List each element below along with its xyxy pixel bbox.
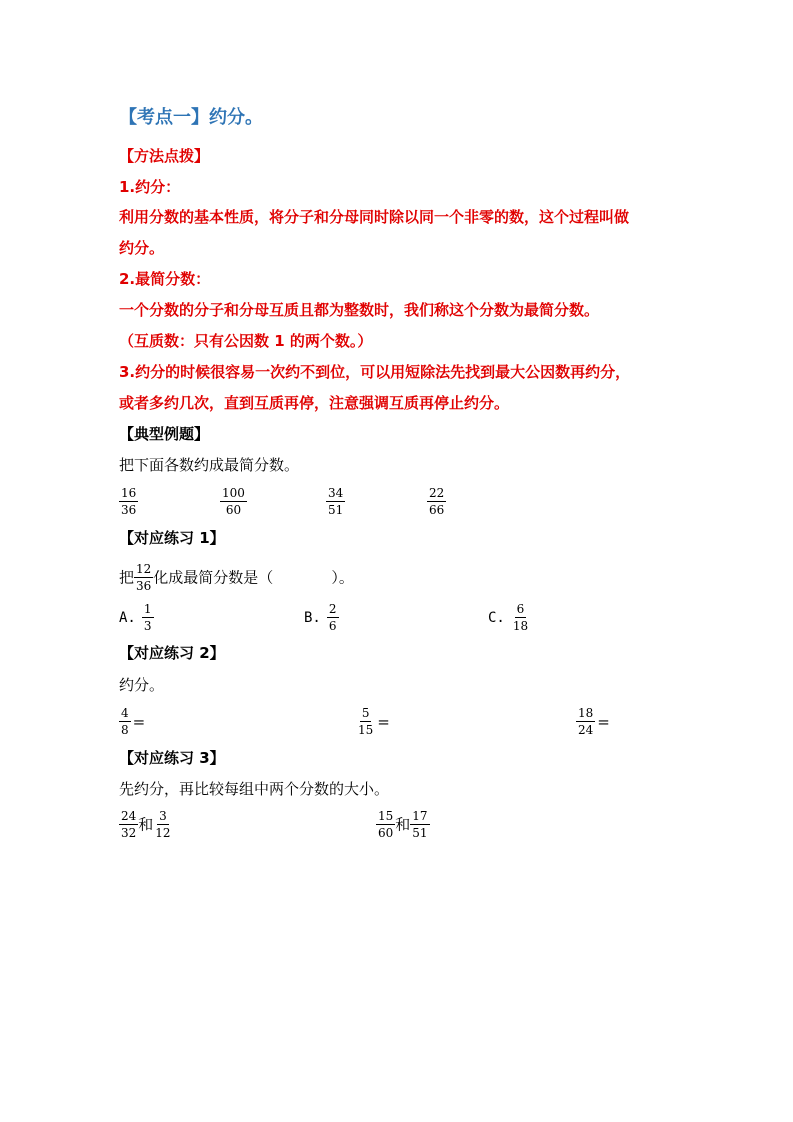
example-prompt: 把下面各数约成最简分数。: [119, 456, 300, 474]
option-c[interactable]: C. $\frac{6}{18}$: [488, 602, 529, 633]
method-point-3-text: 3.约分的时候很容易一次约不到位，可以用短除法先找到最大公因数再约分，: [119, 363, 631, 381]
practice-2-item: $\frac{4}{8}$ =: [121, 706, 146, 737]
method-point-1-text-cont: 约分。: [119, 239, 165, 257]
method-point-2-heading: 2.最简分数：: [119, 270, 211, 288]
section-title: 【考点一】约分。: [119, 107, 263, 128]
example-fraction: $\frac{100}{60}$: [222, 486, 245, 517]
example-fraction: $\frac{16}{36}$: [121, 486, 137, 517]
option-a[interactable]: A. $\frac{1}{3}$: [119, 602, 152, 633]
method-point-2-text: 一个分数的分子和分母互质且都为整数时，我们称这个分数为最简分数。: [119, 301, 600, 319]
comparison-pair: $\frac{24}{32}$ 和 $\frac{3}{12}$: [121, 809, 171, 840]
method-point-2-note: （互质数：只有公因数 1 的两个数。）: [119, 332, 373, 350]
method-point-3-text-cont: 或者多约几次，直到互质再停，注意强调互质再停止约分。: [119, 394, 510, 412]
option-b[interactable]: B. $\frac{2}{6}$: [304, 602, 337, 633]
example-heading: 【典型例题】: [119, 425, 210, 443]
method-point-1-heading: 1.约分：: [119, 178, 181, 196]
example-fraction: $\frac{22}{66}$: [429, 486, 445, 517]
example-fraction: $\frac{34}{51}$: [328, 486, 344, 517]
practice-3-heading: 【对应练习 3】: [119, 749, 225, 767]
comparison-pair: $\frac{15}{60}$ 和 $\frac{17}{51}$: [378, 809, 428, 840]
practice-1-question: 把 $\frac{12}{36}$ 化成最简分数是（ ）。: [119, 562, 354, 593]
practice-2-prompt: 约分。: [119, 676, 165, 694]
practice-2-heading: 【对应练习 2】: [119, 644, 225, 662]
practice-2-item: $\frac{5}{15}$ =: [358, 706, 390, 737]
practice-1-heading: 【对应练习 1】: [119, 529, 225, 547]
method-heading: 【方法点拨】: [119, 147, 210, 165]
practice-3-prompt: 先约分，再比较每组中两个分数的大小。: [119, 780, 390, 798]
practice-2-item: $\frac{18}{24}$ =: [578, 706, 610, 737]
method-point-1-text: 利用分数的基本性质，将分子和分母同时除以同一个非零的数，这个过程叫做: [119, 208, 630, 226]
question-fraction: $\frac{12}{36}$: [136, 562, 152, 593]
